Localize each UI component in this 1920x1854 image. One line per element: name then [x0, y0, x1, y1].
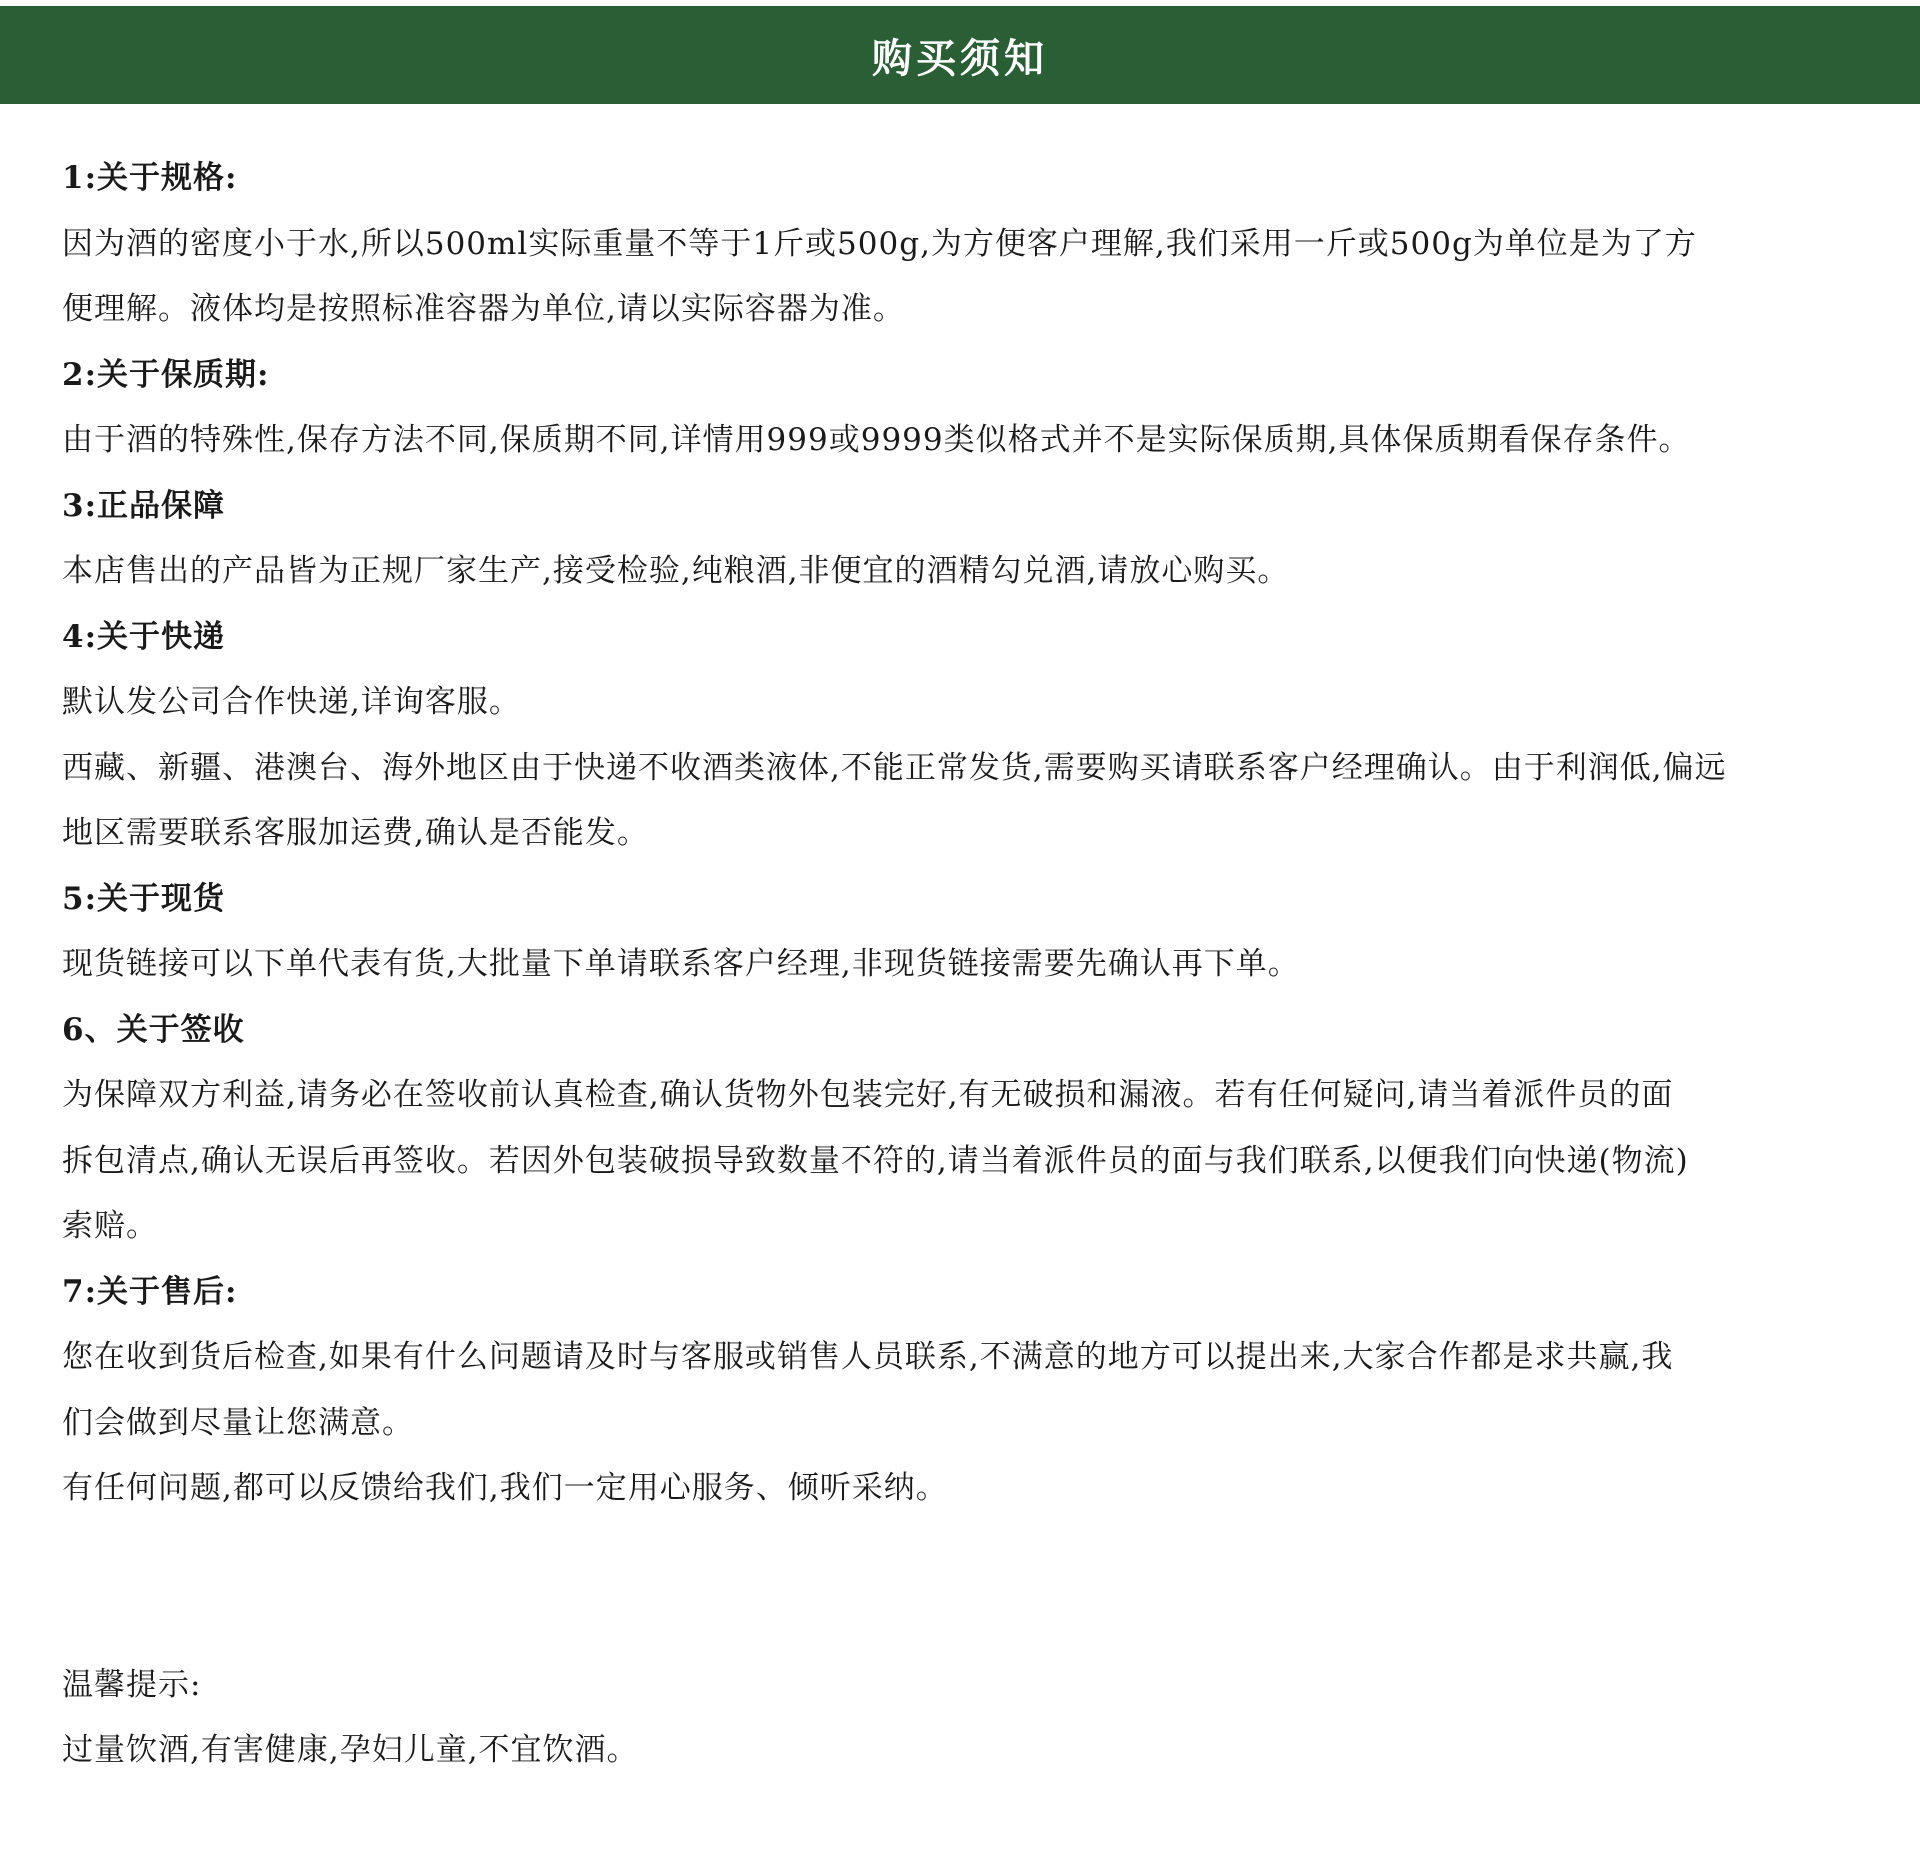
section-text-line: 因为酒的密度小于水,所以500ml实际重量不等于1斤或500g,为方便客户理解,我们采用一斤或500g为单位是为了方: [62, 225, 1697, 262]
section-text-line: 默认发公司合作快递,详询客服。: [62, 684, 521, 720]
section-text-line: 现货链接可以下单代表有货,大批量下单请联系客户经理,非现货链接需要先确认再下单。: [62, 946, 1300, 982]
section-text-line: 有任何问题,都可以反馈给我们,我们一定用心服务、倾听采纳。: [62, 1470, 948, 1506]
section-text-line: 便理解。液体均是按照标准容器为单位,请以实际容器为准。: [62, 291, 905, 327]
section-spacer: [62, 1522, 1862, 1653]
section-delivery: [62, 605, 1862, 867]
section-authenticity: [62, 474, 1862, 605]
section-heading: 2:关于保质期:: [62, 356, 270, 393]
section-text-line: 地区需要联系客服加运费,确认是否能发。: [62, 815, 649, 851]
section-text-line: 西藏、新疆、港澳台、海外地区由于快递不收酒类液体,不能正常发货,需要购买请联系客户经理确认。由于利润低,偏远: [62, 749, 1727, 786]
section-heading: 7:关于售后:: [62, 1273, 238, 1310]
section-specification: [62, 146, 1862, 343]
section-text-line: 本店售出的产品皆为正规厂家生产,接受检验,纯粮酒,非便宜的酒精勾兑酒,请放心购买。: [62, 553, 1290, 589]
section-text-line: 由于酒的特殊性,保存方法不同,保质期不同,详情用999或9999类似格式并不是实际保质期,具体保质期看保存条件。: [62, 422, 1691, 458]
section-heading: 1:关于规格:: [62, 160, 238, 196]
page-title: 购买须知: [872, 35, 1048, 82]
section-heading: 3:正品保障: [62, 487, 226, 524]
section-after-sales: [62, 1260, 1862, 1522]
section-text-line: 您在收到货后检查,如果有什么问题请及时与客服或销售人员联系,不满意的地方可以提出来,大家合作都是求共赢,我: [62, 1339, 1674, 1375]
header-bar: [0, 6, 1920, 104]
section-heading: 6、关于签收: [62, 1011, 245, 1048]
section-heading: 4:关于快递: [62, 618, 226, 655]
warm-tip: [62, 1653, 1862, 1784]
section-text-line: 为保障双方利益,请务必在签收前认真检查,确认货物外包装完好,有无破损和漏液。若有任何疑问,请当着派件员的面: [62, 1077, 1674, 1113]
section-text-line: 拆包清点,确认无误后再签收。若因外包装破损导致数量不符的,请当着派件员的面与我们联系,以便我们向快递(物流): [62, 1142, 1689, 1179]
section-receipt: [62, 998, 1862, 1260]
section-stock: [62, 867, 1862, 998]
notice-content: [62, 146, 1862, 1784]
section-shelf-life: [62, 343, 1862, 474]
tip-label: 温馨提示:: [62, 1666, 202, 1703]
section-text-line: 们会做到尽量让您满意。: [62, 1404, 414, 1441]
section-text-line: 索赔。: [62, 1208, 158, 1244]
section-heading: 5:关于现货: [62, 880, 226, 917]
tip-text: 过量饮酒,有害健康,孕妇儿童,不宜饮酒。: [62, 1732, 639, 1768]
